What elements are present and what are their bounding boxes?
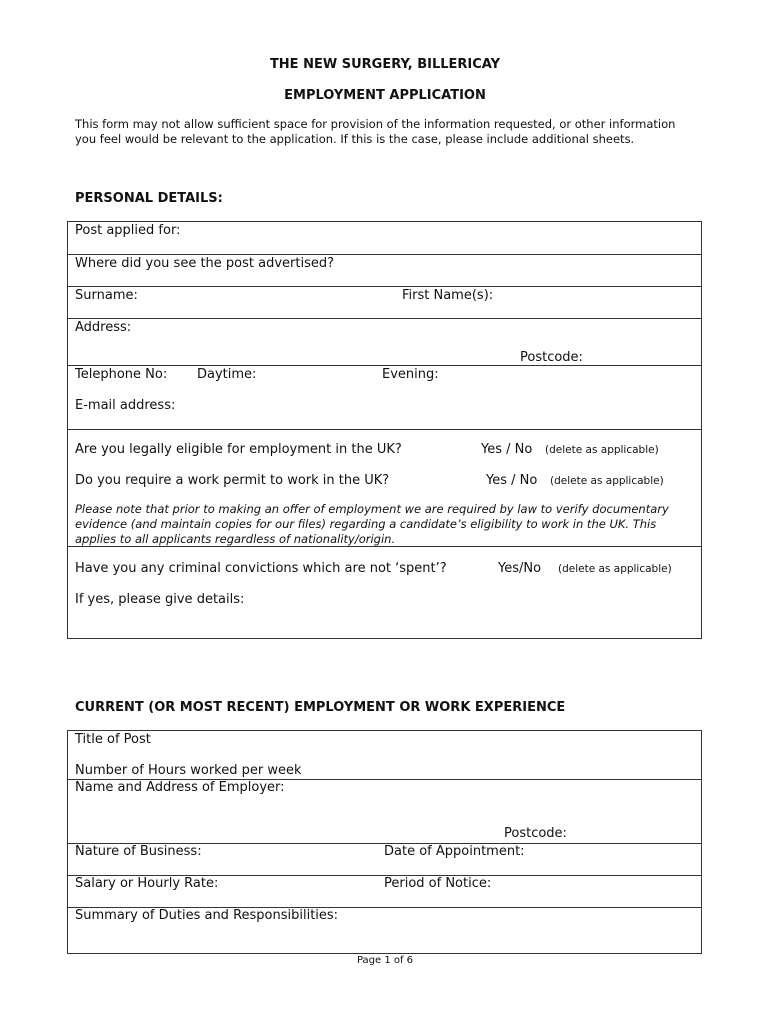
permit-question: Do you require a work permit to work in the UK? (75, 473, 390, 488)
postcode-label: Postcode: (520, 350, 583, 365)
email-label: E-mail address: (75, 398, 176, 413)
contact-row[interactable] (68, 365, 701, 429)
eligible-question: Are you legally eligible for employment in the UK? (75, 442, 402, 457)
details-label: If yes, please give details: (75, 592, 245, 607)
employment-table (67, 730, 702, 954)
name-row[interactable] (68, 286, 701, 318)
nature-label: Nature of Business: (75, 844, 202, 859)
organisation-title: THE NEW SURGERY, BILLERICAY (269, 57, 501, 72)
date-appointment-label: Date of Appointment: (384, 844, 525, 859)
salary-label: Salary or Hourly Rate: (75, 876, 219, 891)
employer-label: Name and Address of Employer: (75, 780, 285, 795)
evening-label: Evening: (382, 367, 439, 382)
hours-label: Number of Hours worked per week (75, 763, 302, 778)
convictions-row[interactable] (68, 546, 701, 640)
convictions-question: Have you any criminal convictions which are not ‘spent’? (75, 561, 447, 576)
duties-row[interactable] (68, 907, 701, 955)
surname-label: Surname: (75, 288, 138, 303)
notice-label: Period of Notice: (384, 876, 492, 891)
daytime-label: Daytime: (197, 367, 257, 382)
address-row[interactable] (68, 318, 701, 365)
eligible-answer[interactable]: Yes / No (481, 442, 533, 457)
law-note: Please note that prior to making an offer of employment we are required by law to verify documentary evidence (and maintain copies for our files) regarding a candidate’s eligibility to work in the UK. This applies to all applicants regardless of nationality/origin. (75, 502, 669, 546)
form-title: EMPLOYMENT APPLICATION (284, 88, 486, 103)
post-applied-row[interactable] (68, 222, 701, 254)
where-advertised-label: Where did you see the post advertised? (75, 256, 335, 271)
eligible-delete-note: (delete as applicable) (545, 444, 659, 456)
title-of-post-label: Title of Post (75, 732, 151, 747)
eligibility-row (68, 429, 701, 546)
intro-text: This form may not allow sufficient space for provision of the information requested, or other information you feel would be relevant to the application. If this is the case, please include additional sheets. (75, 117, 676, 146)
salary-row[interactable] (68, 875, 701, 907)
post-applied-label: Post applied for: (75, 223, 181, 238)
title-of-post-row[interactable] (68, 731, 701, 779)
nature-row[interactable] (68, 843, 701, 875)
permit-delete-note: (delete as applicable) (550, 475, 664, 487)
employment-heading: CURRENT (OR MOST RECENT) EMPLOYMENT OR WORK EXPERIENCE (75, 700, 566, 715)
personal-details-heading: PERSONAL DETAILS: (75, 191, 223, 206)
convictions-answer[interactable]: Yes/No (498, 561, 542, 576)
duties-label: Summary of Duties and Responsibilities: (75, 908, 339, 923)
employer-postcode-label: Postcode: (504, 826, 567, 841)
personal-details-table (67, 221, 702, 639)
permit-answer[interactable]: Yes / No (486, 473, 538, 488)
page-number: Page 1 of 6 (356, 955, 414, 966)
telephone-label: Telephone No: (75, 367, 168, 382)
employer-row[interactable] (68, 779, 701, 843)
convictions-delete-note: (delete as applicable) (558, 563, 672, 575)
address-label: Address: (75, 320, 132, 335)
first-names-label: First Name(s): (402, 288, 494, 303)
where-advertised-row[interactable] (68, 254, 701, 286)
